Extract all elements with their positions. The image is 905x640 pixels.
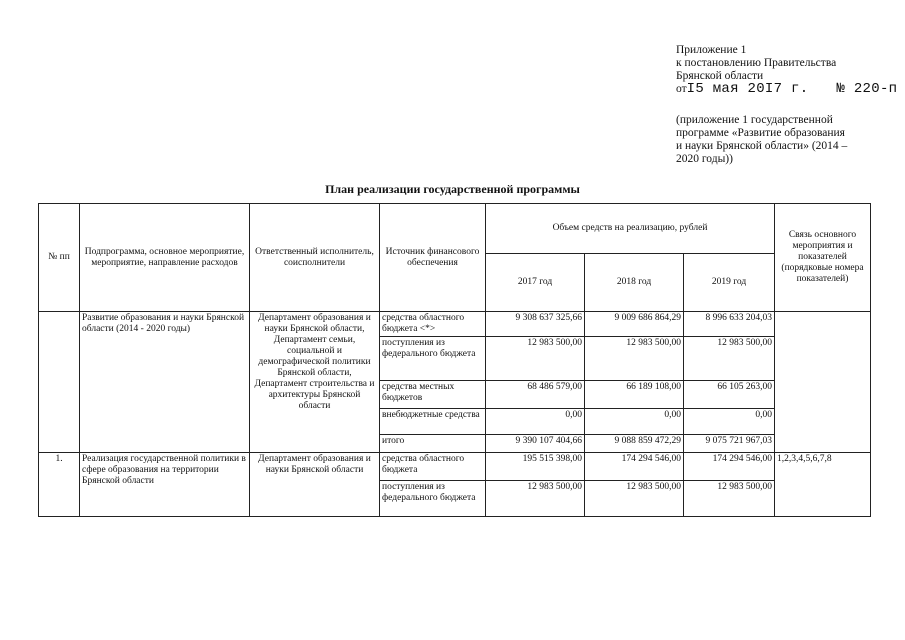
- row-num: [39, 312, 80, 453]
- row-value-2018: 66 189 108,00: [585, 381, 684, 409]
- annex-line-3: и науки Брянской области» (2014 –: [676, 140, 848, 152]
- annex-line-2: программе «Развитие образования: [676, 127, 845, 139]
- header-line-3: Брянской области: [676, 70, 764, 82]
- plan-table: [38, 203, 871, 517]
- row-executor: Департамент образования и науки Брянской области: [250, 453, 380, 517]
- table-row: [39, 453, 871, 481]
- row-source: внебюджетные средства: [380, 409, 486, 435]
- header-link: Связь основного мероприятия и показателей (порядковые номера показателей): [775, 204, 871, 312]
- row-source: поступления из федерального бюджета: [380, 481, 486, 517]
- row-value-2018: 9 009 686 864,29: [585, 312, 684, 337]
- handwritten-date: I5 мая 20I7 г.: [686, 81, 809, 97]
- row-source: поступления из федерального бюджета: [380, 337, 486, 381]
- row-total-2019: 9 075 721 967,03: [684, 435, 775, 453]
- row-value-2019: 174 294 546,00: [684, 453, 775, 481]
- row-value-2018: 0,00: [585, 409, 684, 435]
- row-value-2018: 12 983 500,00: [585, 337, 684, 381]
- header-executor: Ответственный исполнитель, соисполнители: [250, 204, 380, 312]
- annex-note: [676, 114, 876, 166]
- header-year-2019: 2019 год: [684, 254, 775, 312]
- annex-line-4: 2020 годы)): [676, 153, 733, 165]
- header-subprogram: Подпрограмма, основное мероприятие, мероприятие, направление расходов: [80, 204, 250, 312]
- date-prefix: от: [676, 83, 687, 95]
- annex-line-1: (приложение 1 государственной: [676, 114, 833, 126]
- row-total-2017: 9 390 107 404,66: [486, 435, 585, 453]
- row-value-2018: 12 983 500,00: [585, 481, 684, 517]
- header-line-2: к постановлению Правительства: [676, 57, 837, 69]
- resolution-header: [676, 44, 898, 97]
- row-value-2019: 12 983 500,00: [684, 337, 775, 381]
- row-num: 1.: [39, 453, 80, 517]
- row-source: средства областного бюджета <*>: [380, 312, 486, 337]
- row-link: 1,2,3,4,5,6,7,8: [775, 453, 871, 517]
- row-subprogram: Реализация государственной политики в сфере образования на территории Брянской области: [80, 453, 250, 517]
- header-year-2017: 2017 год: [486, 254, 585, 312]
- row-value-2017: 195 515 398,00: [486, 453, 585, 481]
- row-value-2019: 8 996 633 204,03: [684, 312, 775, 337]
- handwritten-number: № 220-п: [836, 81, 898, 97]
- row-total-2018: 9 088 859 472,29: [585, 435, 684, 453]
- row-value-2018: 174 294 546,00: [585, 453, 684, 481]
- row-value-2017: 12 983 500,00: [486, 337, 585, 381]
- row-value-2019: 0,00: [684, 409, 775, 435]
- row-subprogram: Развитие образования и науки Брянской области (2014 - 2020 годы): [80, 312, 250, 453]
- table-row: [39, 312, 871, 337]
- header-volume: Объем средств на реализацию, рублей: [486, 204, 775, 254]
- row-source: средства местных бюджетов: [380, 381, 486, 409]
- document-title: План реализации государственной программы: [325, 182, 580, 196]
- header-num: № пп: [39, 204, 80, 312]
- header-line-1: Приложение 1: [676, 44, 747, 56]
- row-value-2017: 0,00: [486, 409, 585, 435]
- header-year-2018: 2018 год: [585, 254, 684, 312]
- row-link: [775, 312, 871, 453]
- row-value-2017: 12 983 500,00: [486, 481, 585, 517]
- row-value-2019: 12 983 500,00: [684, 481, 775, 517]
- header-source: Источник финансового обеспечения: [380, 204, 486, 312]
- row-value-2017: 9 308 637 325,66: [486, 312, 585, 337]
- row-source: средства областного бюджета: [380, 453, 486, 481]
- row-value-2017: 68 486 579,00: [486, 381, 585, 409]
- row-executor: Департамент образования и науки Брянской области, Департамент семьи, социальной и демографической политики Брянской области, Департамент строительства и архитектуры Брянской области: [250, 312, 380, 453]
- row-value-2019: 66 105 263,00: [684, 381, 775, 409]
- header-date-line: [676, 81, 898, 97]
- row-source-total: итого: [380, 435, 486, 453]
